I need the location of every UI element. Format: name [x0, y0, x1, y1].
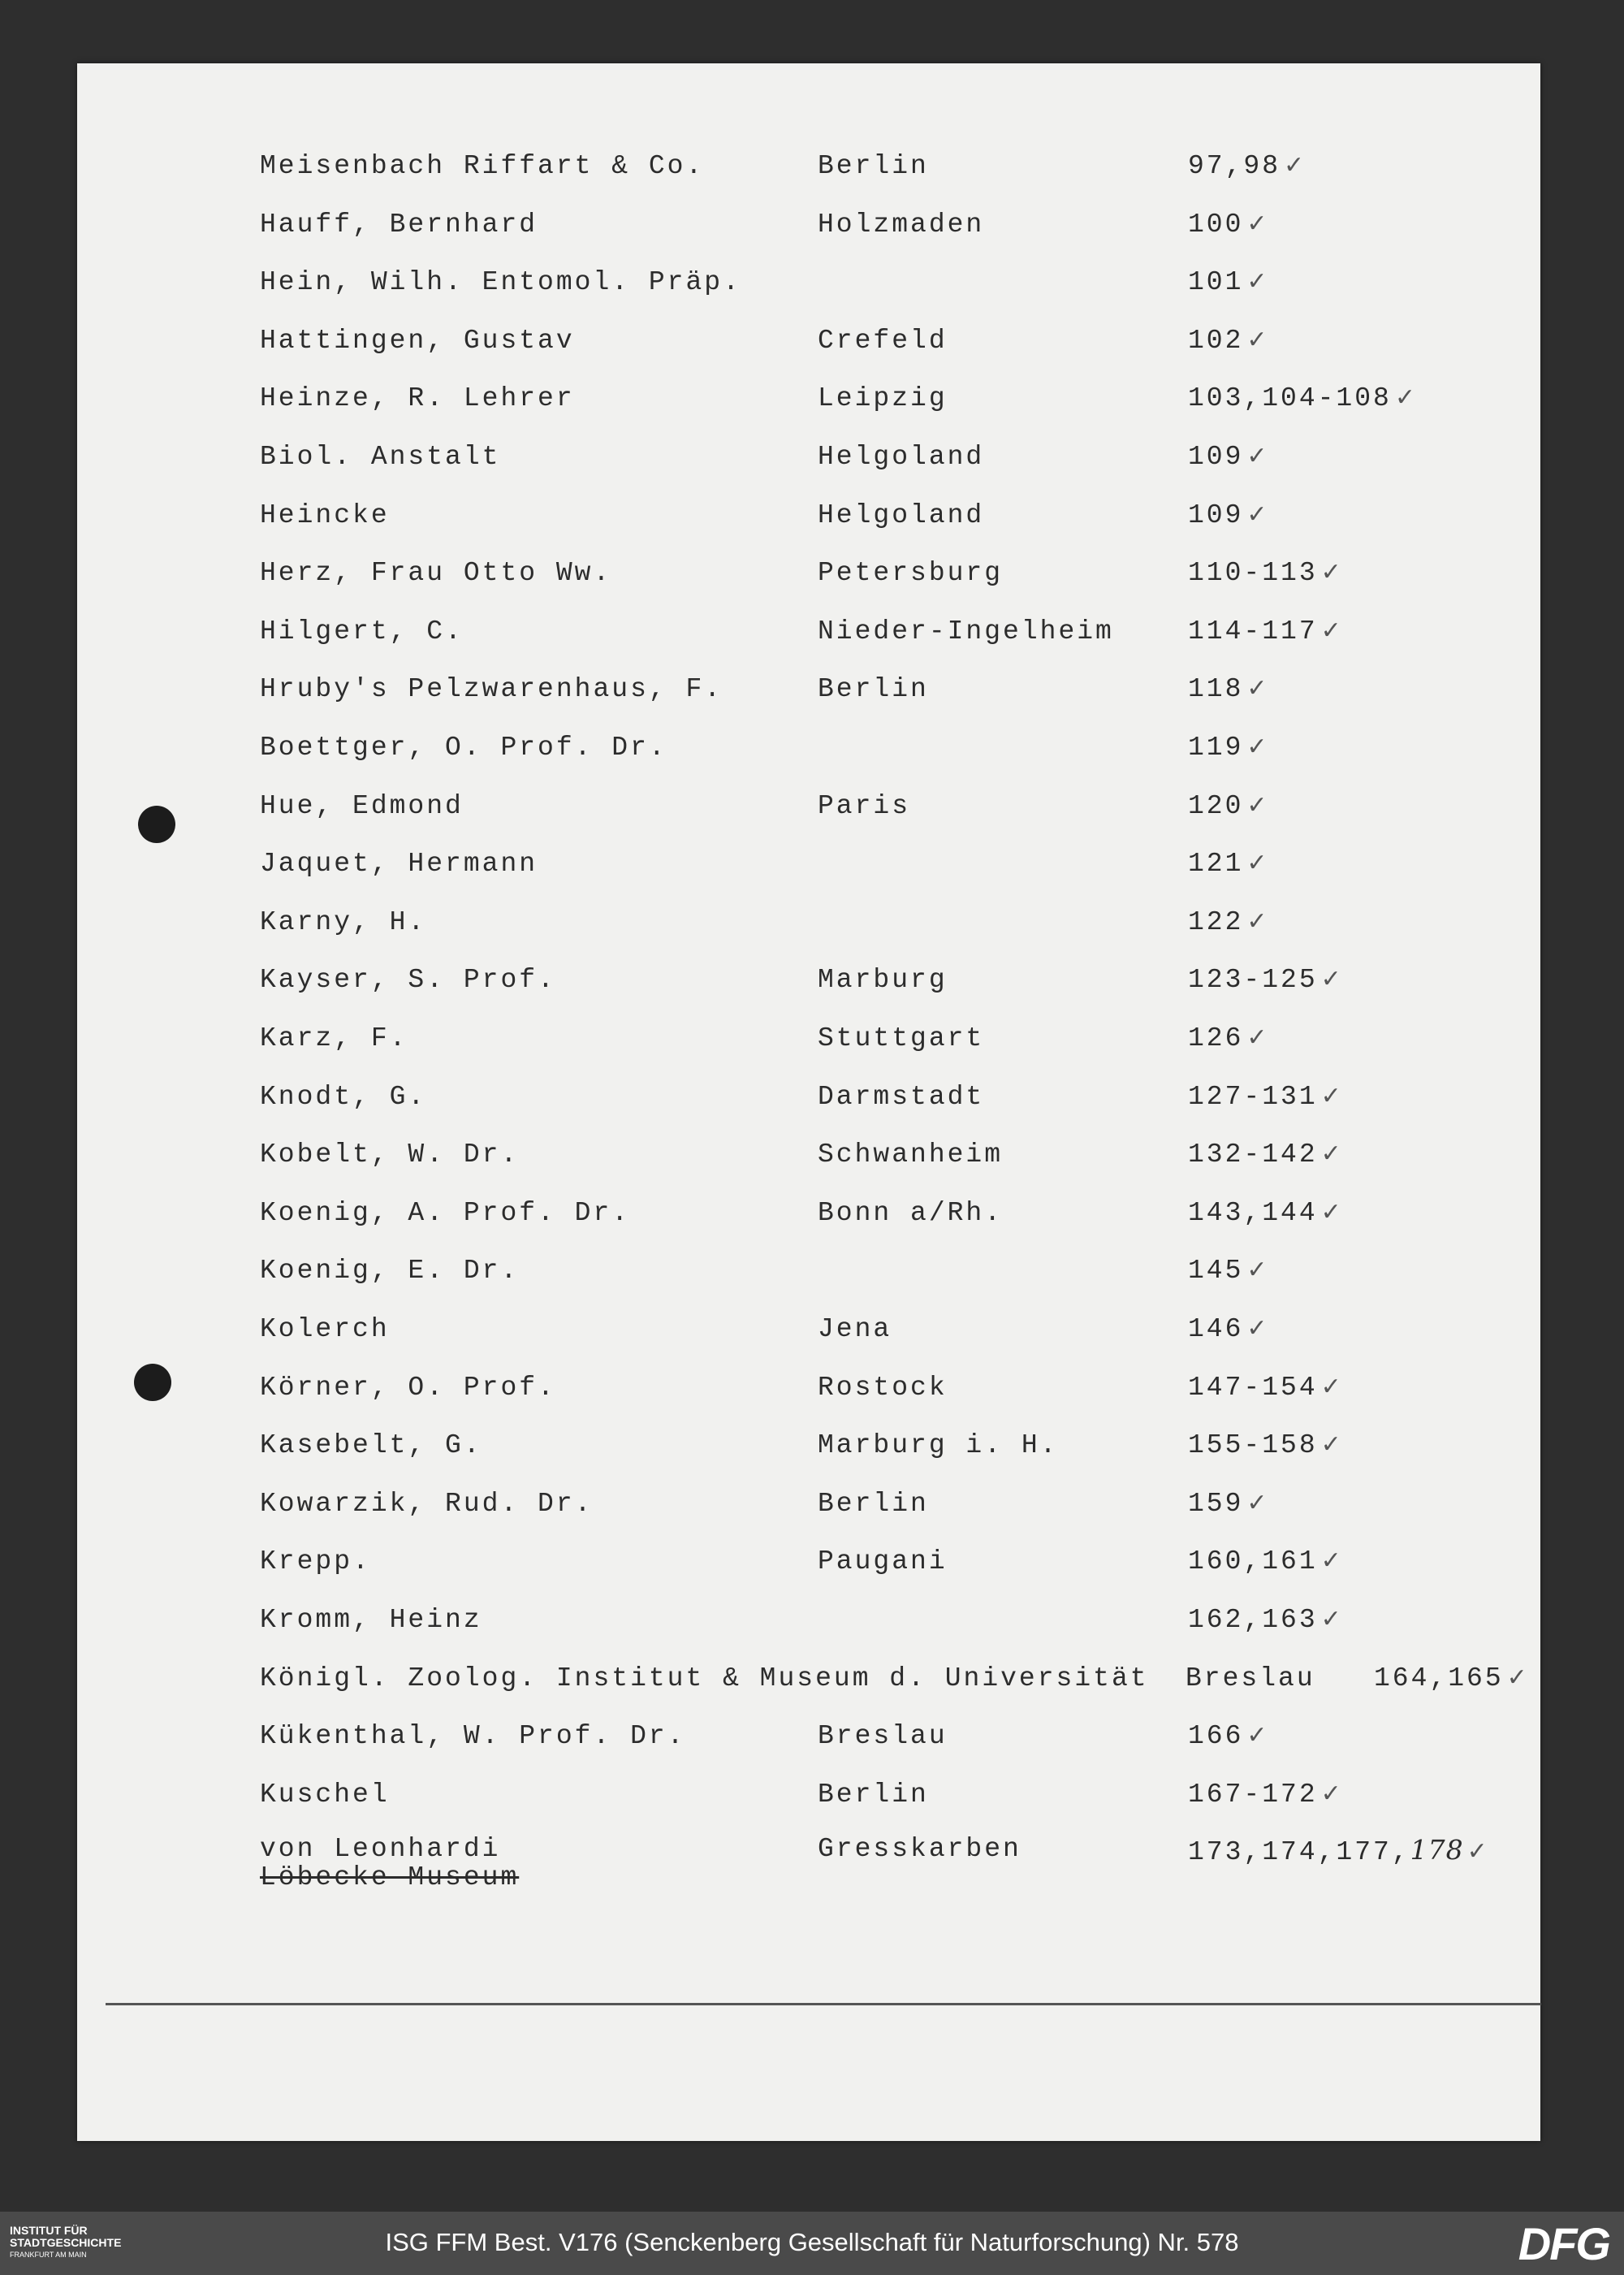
entry-name: Boettger, O. Prof. Dr. [260, 733, 667, 763]
entry-name: Kükenthal, W. Prof. Dr. [260, 1721, 686, 1751]
entry-name: Kasebelt, G. [260, 1430, 482, 1460]
entry-numbers [1188, 733, 1268, 763]
entry-numbers-text: 145 [1188, 1256, 1244, 1286]
entry-row [77, 1605, 1540, 1654]
entry-name: Koenig, A. Prof. Dr. [260, 1198, 631, 1228]
entry-numbers-text: 126 [1188, 1023, 1244, 1053]
entry-name: Körner, O. Prof. [260, 1373, 556, 1403]
entry-numbers [1188, 151, 1304, 181]
entry-numbers-text: 146 [1188, 1314, 1244, 1344]
entry-numbers-text: 155-158 [1188, 1430, 1318, 1460]
entry-city: Paris [818, 791, 911, 821]
entry-name: Kowarzik, Rud. Dr. [260, 1489, 594, 1519]
entry-numbers [1188, 500, 1268, 530]
entry-numbers [1188, 1140, 1341, 1170]
entry-numbers-text: 97,98 [1188, 151, 1281, 181]
entry-numbers-text: 164,165 [1374, 1663, 1504, 1693]
entry-row [77, 1373, 1540, 1421]
entry-city: Berlin [818, 674, 929, 704]
entry-row [77, 1780, 1540, 1828]
entry-numbers-text: 103,104-108 [1188, 383, 1392, 413]
check-mark-icon: ✓ [1320, 1373, 1341, 1401]
entry-numbers [1188, 965, 1341, 995]
institute-line-2: STADTGESCHICHTE [10, 2236, 122, 2249]
document-page [77, 63, 1540, 2141]
entry-row [77, 326, 1540, 374]
entry-row [77, 1140, 1540, 1188]
entry-city: Crefeld [818, 326, 948, 356]
check-mark-icon: ✓ [1246, 791, 1268, 820]
check-mark-icon: ✓ [1246, 1023, 1268, 1052]
entry-city: Helgoland [818, 500, 985, 530]
entry-row [77, 907, 1540, 956]
entry-numbers-text: 123-125 [1188, 965, 1318, 995]
entry-numbers-text: 166 [1188, 1721, 1244, 1751]
entry-name: Krepp. [260, 1546, 371, 1576]
entry-row [77, 791, 1540, 840]
entry-numbers [1188, 674, 1268, 704]
entry-name: Meisenbach Riffart & Co. [260, 151, 705, 181]
check-mark-icon: ✓ [1246, 1489, 1268, 1517]
entry-numbers-text: 114-117 [1188, 616, 1318, 647]
entry-numbers [1188, 1430, 1341, 1460]
entry-numbers-text: 147-154 [1188, 1373, 1318, 1403]
check-mark-icon: ✓ [1246, 733, 1268, 761]
entry-name: Hilgert, C. [260, 616, 464, 647]
entry-city: Marburg i. H. [818, 1430, 1059, 1460]
entry-numbers-text: 120 [1188, 791, 1244, 821]
entry-city: Berlin [818, 1780, 929, 1810]
entry-city: Breslau [1186, 1663, 1315, 1693]
entry-numbers [1188, 558, 1341, 588]
entry-city: Holzmaden [818, 210, 985, 240]
entry-name: Hruby's Pelzwarenhaus, F. [260, 674, 723, 704]
entry-row [77, 1430, 1540, 1479]
entry-numbers [1188, 1023, 1268, 1053]
entry-numbers-text: 118 [1188, 674, 1244, 704]
entry-numbers [1188, 1082, 1341, 1112]
entry-numbers-text: 110-113 [1188, 558, 1318, 588]
entry-name: Kuschel [260, 1780, 390, 1810]
entry-numbers [1188, 1780, 1341, 1810]
entry-city: Stuttgart [818, 1023, 985, 1053]
entry-city: Breslau [818, 1721, 948, 1751]
check-mark-icon: ✓ [1246, 326, 1268, 354]
check-mark-icon: ✓ [1246, 849, 1268, 877]
check-mark-icon: ✓ [1246, 1256, 1268, 1284]
entry-city: Rostock [818, 1373, 948, 1403]
check-mark-icon: ✓ [1320, 1198, 1341, 1226]
check-mark-icon: ✓ [1246, 907, 1268, 936]
entry-numbers-text: 160,161 [1188, 1546, 1318, 1576]
entry-name: Hein, Wilh. Entomol. Präp. [260, 267, 741, 297]
entry-numbers-text: 101 [1188, 267, 1244, 297]
entry-row [77, 383, 1540, 432]
entry-numbers-text: 162,163 [1188, 1605, 1318, 1635]
check-mark-icon: ✓ [1466, 1837, 1488, 1866]
entry-numbers-text: 132-142 [1188, 1140, 1318, 1170]
entry-row [77, 616, 1540, 665]
entry-row [77, 1082, 1540, 1131]
entry-numbers [1188, 442, 1268, 472]
entry-name: Karny, H. [260, 907, 427, 937]
entry-name: Kayser, S. Prof. [260, 965, 556, 995]
entry-row [77, 849, 1540, 897]
dfg-logo: DFG [1518, 2218, 1609, 2269]
entry-numbers [1188, 616, 1341, 647]
entry-row [77, 558, 1540, 607]
check-mark-icon: ✓ [1246, 210, 1268, 238]
entry-numbers [1188, 1489, 1268, 1519]
struck-name: Löbecke Museum [260, 1862, 520, 1892]
entry-row [77, 1023, 1540, 1072]
entry-row [77, 674, 1540, 723]
entry-name: Heinze, R. Lehrer [260, 383, 575, 413]
entry-row [77, 1663, 1540, 1712]
entry-row [77, 1489, 1540, 1538]
entry-numbers [1374, 1663, 1527, 1693]
check-mark-icon: ✓ [1320, 1780, 1341, 1808]
check-mark-icon: ✓ [1246, 267, 1268, 296]
entry-row [77, 1256, 1540, 1304]
entry-row [77, 733, 1540, 781]
check-mark-icon: ✓ [1320, 558, 1341, 586]
entry-numbers-text: 121 [1188, 849, 1244, 879]
entry-name: von Leonhardi [260, 1834, 501, 1864]
check-mark-icon: ✓ [1320, 1546, 1341, 1575]
entry-name: Hauff, Bernhard [260, 210, 538, 240]
entry-numbers-text: 102 [1188, 326, 1244, 356]
entry-numbers [1188, 267, 1268, 297]
check-mark-icon: ✓ [1246, 1721, 1268, 1750]
entry-numbers [1188, 383, 1415, 413]
entry-numbers-text: 127-131 [1188, 1082, 1318, 1112]
entry-numbers-text: 100 [1188, 210, 1244, 240]
check-mark-icon: ✓ [1284, 151, 1305, 179]
entry-numbers [1188, 1256, 1268, 1286]
entry-numbers [1188, 791, 1268, 821]
entry-row [77, 1198, 1540, 1247]
entry-row [77, 500, 1540, 549]
entry-name: Hue, Edmond [260, 791, 464, 821]
entry-city: Bonn a/Rh. [818, 1198, 1004, 1228]
entry-numbers [1188, 1605, 1341, 1635]
entry-numbers-text: 143,144 [1188, 1198, 1318, 1228]
check-mark-icon: ✓ [1320, 965, 1341, 993]
entry-city: Jena [818, 1314, 892, 1344]
entry-row [77, 1314, 1540, 1363]
entry-numbers [1188, 1546, 1341, 1576]
entry-name: Jaquet, Hermann [260, 849, 538, 879]
entry-numbers-text: 167-172 [1188, 1780, 1318, 1810]
entry-name: Kromm, Heinz [260, 1605, 482, 1635]
entry-numbers-text: 122 [1188, 907, 1244, 937]
entry-city: Helgoland [818, 442, 985, 472]
check-mark-icon: ✓ [1394, 383, 1415, 412]
check-mark-icon: ✓ [1246, 500, 1268, 529]
entry-row [77, 442, 1540, 491]
entry-numbers-text: 109 [1188, 442, 1244, 472]
entry-name: Herz, Frau Otto Ww. [260, 558, 612, 588]
entry-name: Koenig, E. Dr. [260, 1256, 520, 1286]
entry-city: Gresskarben [818, 1834, 1021, 1864]
entry-row [77, 267, 1540, 316]
entry-city: Nieder-Ingelheim [818, 616, 1114, 647]
archive-caption: ISG FFM Best. V176 (Senckenberg Gesellschaft für Naturforschung) Nr. 578 [385, 2228, 1239, 2256]
divider-line [106, 2003, 1541, 2005]
entry-numbers [1188, 1314, 1268, 1344]
entry-name: Karz, F. [260, 1023, 408, 1053]
check-mark-icon: ✓ [1246, 1314, 1268, 1343]
entry-name: Heincke [260, 500, 390, 530]
entry-city: Leipzig [818, 383, 948, 413]
institute-line-3: FRANKFURT AM MAIN [10, 2251, 87, 2259]
entry-row [77, 1721, 1540, 1770]
entry-numbers [1188, 326, 1268, 356]
entry-row [77, 210, 1540, 258]
entry-name: Biol. Anstalt [260, 442, 501, 472]
check-mark-icon: ✓ [1320, 1082, 1341, 1110]
check-mark-icon: ✓ [1246, 674, 1268, 703]
archive-footer [0, 2212, 1624, 2275]
struck-entry-row [77, 1862, 1540, 1911]
entry-name: Knodt, G. [260, 1082, 427, 1112]
entry-city: Marburg [818, 965, 948, 995]
entry-numbers [1188, 1373, 1341, 1403]
check-mark-icon: ✓ [1506, 1663, 1527, 1692]
entry-numbers-typed: 173,174,177, [1188, 1837, 1410, 1867]
check-mark-icon: ✓ [1320, 1605, 1341, 1633]
handwritten-number: 178 [1410, 1834, 1464, 1866]
entry-name: Kobelt, W. Dr. [260, 1140, 520, 1170]
entry-city: Darmstadt [818, 1082, 985, 1112]
entry-numbers [1188, 1198, 1341, 1228]
entry-city: Berlin [818, 151, 929, 181]
entry-name: Kolerch [260, 1314, 390, 1344]
entry-name: Königl. Zoolog. Institut & Museum d. Universität [260, 1663, 1149, 1693]
entry-numbers-text: 109 [1188, 500, 1244, 530]
entry-row [77, 151, 1540, 200]
institute-line-1: INSTITUT FÜR [10, 2224, 88, 2237]
entry-numbers-text: 119 [1188, 733, 1244, 763]
entry-numbers [1188, 907, 1268, 937]
entry-row [77, 965, 1540, 1014]
entry-city: Schwanheim [818, 1140, 1004, 1170]
check-mark-icon: ✓ [1320, 1140, 1341, 1168]
check-mark-icon: ✓ [1320, 1430, 1341, 1459]
entry-numbers-text: 159 [1188, 1489, 1244, 1519]
entry-numbers [1188, 210, 1268, 240]
check-mark-icon: ✓ [1246, 442, 1268, 470]
entry-name: Hattingen, Gustav [260, 326, 575, 356]
check-mark-icon: ✓ [1320, 616, 1341, 645]
entry-row [77, 1546, 1540, 1595]
entry-city: Petersburg [818, 558, 1004, 588]
entry-city: Berlin [818, 1489, 929, 1519]
entry-numbers [1188, 1721, 1268, 1751]
entry-numbers [1188, 849, 1268, 879]
entry-city: Paugani [818, 1546, 948, 1576]
